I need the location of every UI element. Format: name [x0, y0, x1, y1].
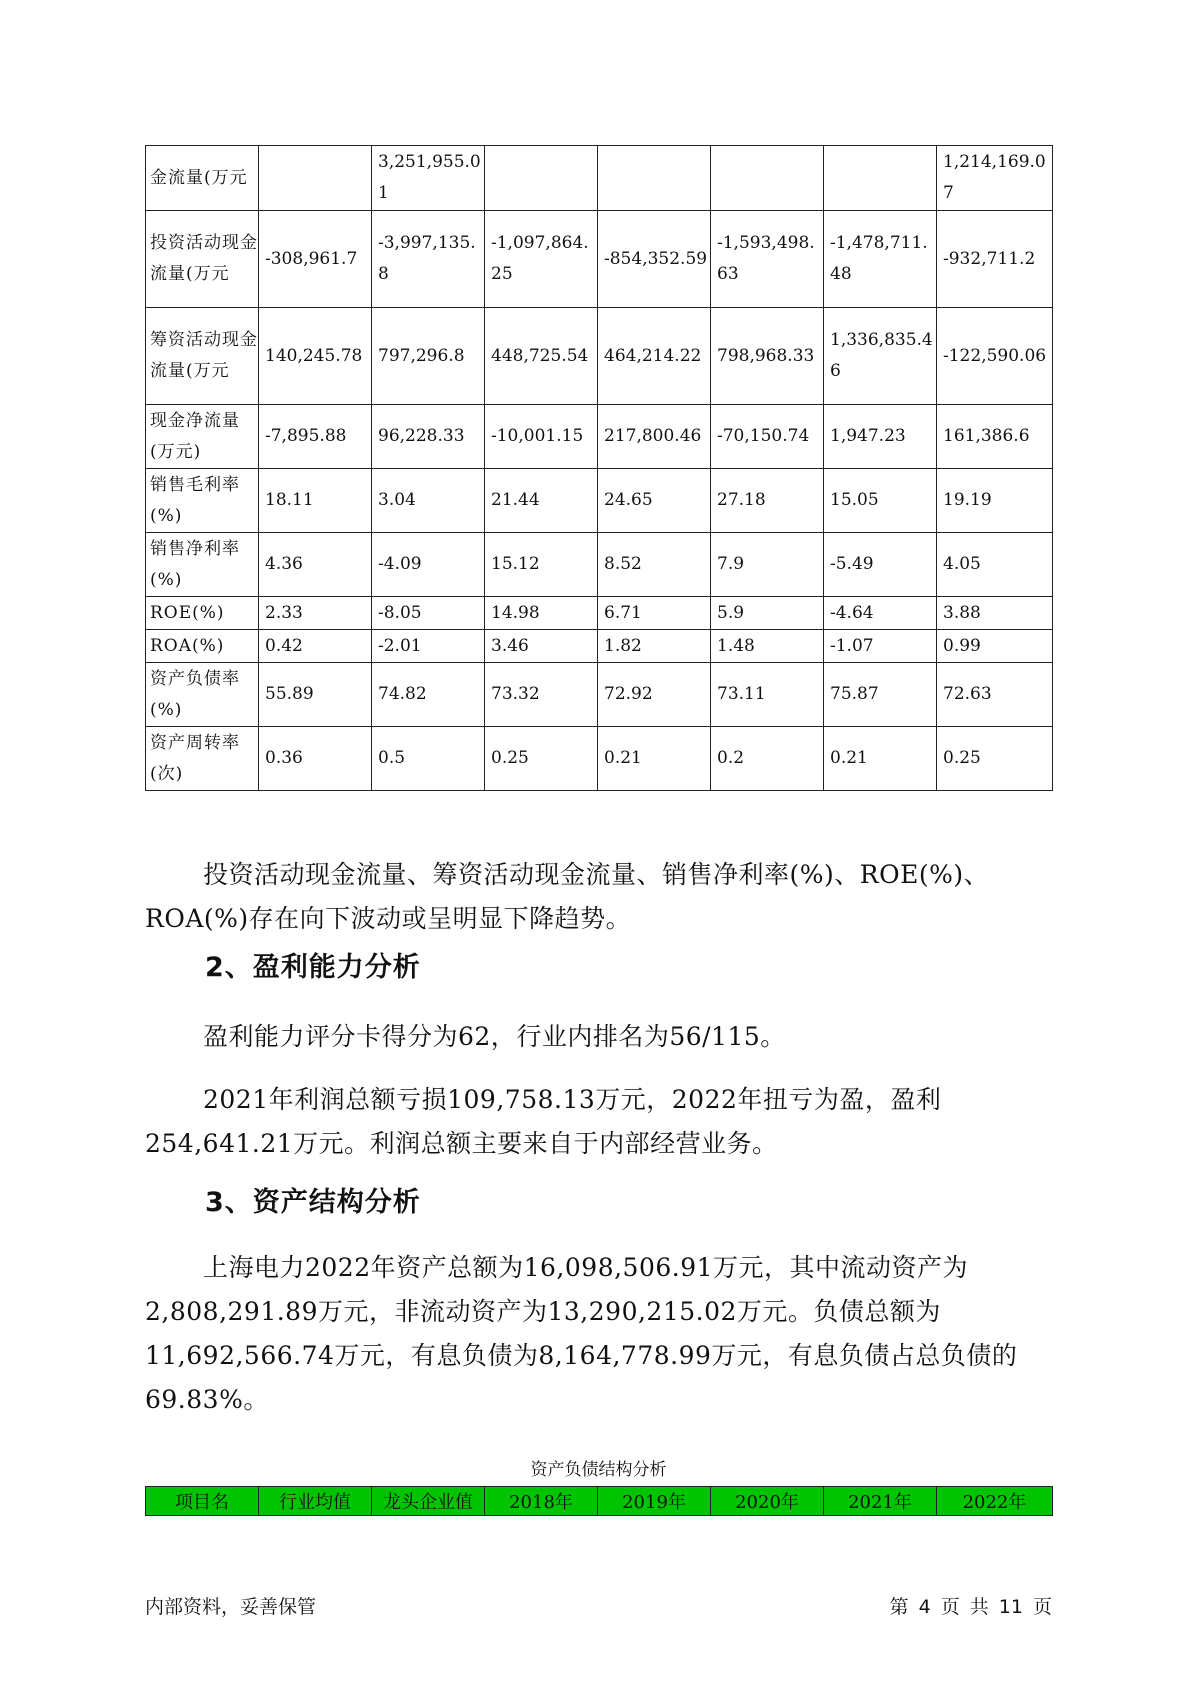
table-row — [146, 630, 1053, 663]
table-row — [146, 533, 1053, 597]
table-cell: 0.21 — [824, 727, 937, 791]
table-cell: 0.25 — [485, 727, 598, 791]
table-cell: 18.11 — [259, 469, 372, 533]
table-cell: 3.88 — [937, 597, 1053, 630]
table-cell — [824, 146, 937, 211]
section-heading-profitability: 2、盈利能力分析 — [205, 952, 421, 983]
row-label: ROA(%) — [146, 630, 259, 663]
table-cell: 0.25 — [937, 727, 1053, 791]
header-row — [146, 1487, 1053, 1516]
table-row — [146, 727, 1053, 791]
table-cell: 73.11 — [711, 663, 824, 727]
table-cell: 5.9 — [711, 597, 824, 630]
table-cell: -1.07 — [824, 630, 937, 663]
header-cell: 2022年 — [937, 1487, 1053, 1516]
table-cell: 797,296.8 — [372, 308, 485, 405]
section-heading-asset-structure: 3、资产结构分析 — [205, 1187, 421, 1218]
table-row — [146, 308, 1053, 405]
row-label: 投资活动现金流量(万元 — [146, 211, 259, 308]
table-cell — [485, 146, 598, 211]
row-label: 资产负债率(%) — [146, 663, 259, 727]
table-cell: -8.05 — [372, 597, 485, 630]
header-cell: 龙头企业值 — [372, 1487, 485, 1516]
table-cell: 217,800.46 — [598, 405, 711, 469]
table-cell: 448,725.54 — [485, 308, 598, 405]
table-cell: -10,001.15 — [485, 405, 598, 469]
table-cell: -1,593,498.63 — [711, 211, 824, 308]
table-cell: -7,895.88 — [259, 405, 372, 469]
table-cell: 19.19 — [937, 469, 1053, 533]
trend-paragraph: 投资活动现金流量、筹资活动现金流量、销售净利率(%)、ROE(%)、ROA(%)存在向下波动或呈明显下降趋势。 — [145, 860, 990, 933]
table-cell: 4.05 — [937, 533, 1053, 597]
table-cell: 24.65 — [598, 469, 711, 533]
table-cell: 14.98 — [485, 597, 598, 630]
table-row — [146, 405, 1053, 469]
table-cell: 72.63 — [937, 663, 1053, 727]
table-cell: 0.42 — [259, 630, 372, 663]
table-cell: 3,251,955.01 — [372, 146, 485, 211]
table-cell: 1,336,835.46 — [824, 308, 937, 405]
table-row — [146, 211, 1053, 308]
table-cell: 0.5 — [372, 727, 485, 791]
confidentiality-note: 内部资料，妥善保管 — [145, 1596, 317, 1618]
table-row — [146, 469, 1053, 533]
table-cell: 161,386.6 — [937, 405, 1053, 469]
table-cell: -3,997,135.8 — [372, 211, 485, 308]
table-cell: -70,150.74 — [711, 405, 824, 469]
table-cell: 15.05 — [824, 469, 937, 533]
row-label: 销售净利率(%) — [146, 533, 259, 597]
row-label: 资产周转率(次) — [146, 727, 259, 791]
table-cell: -5.49 — [824, 533, 937, 597]
row-label: 销售毛利率(%) — [146, 469, 259, 533]
table-cell: -4.09 — [372, 533, 485, 597]
table-cell: 0.21 — [598, 727, 711, 791]
table-cell: 4.36 — [259, 533, 372, 597]
table-cell — [259, 146, 372, 211]
table-cell: 1,214,169.07 — [937, 146, 1053, 211]
asset-structure-paragraph: 上海电力2022年资产总额为16,098,506.91万元，其中流动资产为2,808,291.89万元，非流动资产为13,290,215.02万元。负债总额为11,692,566.74万元，有息负债为8,164,778.99万元，有息负债占总负债的69.83%。 — [145, 1253, 1018, 1414]
row-label: ROE(%) — [146, 597, 259, 630]
header-cell: 2019年 — [598, 1487, 711, 1516]
profit-paragraph: 2021年利润总额亏损109,758.13万元，2022年扭亏为盈，盈利254,641.21万元。利润总额主要来自于内部经营业务。 — [145, 1085, 942, 1158]
table-cell: 0.99 — [937, 630, 1053, 663]
table-cell: 798,968.33 — [711, 308, 824, 405]
table-cell: 96,228.33 — [372, 405, 485, 469]
table-cell: 8.52 — [598, 533, 711, 597]
balance-structure-header-table — [145, 1486, 1053, 1516]
table-cell: 6.71 — [598, 597, 711, 630]
table-cell: 21.44 — [485, 469, 598, 533]
table-cell: -4.64 — [824, 597, 937, 630]
table-cell: 27.18 — [711, 469, 824, 533]
table-cell: 15.12 — [485, 533, 598, 597]
table-cell: 464,214.22 — [598, 308, 711, 405]
table-cell: -1,097,864.25 — [485, 211, 598, 308]
table-row — [146, 663, 1053, 727]
table-cell: 1,947.23 — [824, 405, 937, 469]
table-cell: 1.48 — [711, 630, 824, 663]
table-cell: -1,478,711.48 — [824, 211, 937, 308]
table-row — [146, 146, 1053, 211]
table-cell: 75.87 — [824, 663, 937, 727]
header-cell: 2020年 — [711, 1487, 824, 1516]
table-cell: 3.46 — [485, 630, 598, 663]
table-cell: 55.89 — [259, 663, 372, 727]
table-cell: -854,352.59 — [598, 211, 711, 308]
table-cell: 140,245.78 — [259, 308, 372, 405]
table-cell: -308,961.7 — [259, 211, 372, 308]
table-caption: 资产负债结构分析 — [530, 1460, 667, 1480]
table-cell: 0.36 — [259, 727, 372, 791]
header-cell: 2018年 — [485, 1487, 598, 1516]
row-label: 金流量(万元 — [146, 146, 259, 211]
table-cell: -932,711.2 — [937, 211, 1053, 308]
table-cell: -122,590.06 — [937, 308, 1053, 405]
header-cell: 行业均值 — [259, 1487, 372, 1516]
table-cell: 1.82 — [598, 630, 711, 663]
table-cell — [598, 146, 711, 211]
header-cell: 项目名 — [146, 1487, 259, 1516]
table-cell: 3.04 — [372, 469, 485, 533]
row-label: 现金净流量(万元) — [146, 405, 259, 469]
profitability-score-paragraph: 盈利能力评分卡得分为62，行业内排名为56/115。 — [203, 1022, 786, 1051]
table-cell: -2.01 — [372, 630, 485, 663]
table-cell: 74.82 — [372, 663, 485, 727]
row-label: 筹资活动现金流量(万元 — [146, 308, 259, 405]
table-cell: 73.32 — [485, 663, 598, 727]
table-cell: 2.33 — [259, 597, 372, 630]
financial-indicators-table — [145, 145, 1053, 791]
table-cell: 7.9 — [711, 533, 824, 597]
table-cell: 72.92 — [598, 663, 711, 727]
table-cell — [711, 146, 824, 211]
page-number: 第 4 页 共 11 页 — [889, 1596, 1052, 1618]
table-cell: 0.2 — [711, 727, 824, 791]
table-row — [146, 597, 1053, 630]
header-cell: 2021年 — [824, 1487, 937, 1516]
